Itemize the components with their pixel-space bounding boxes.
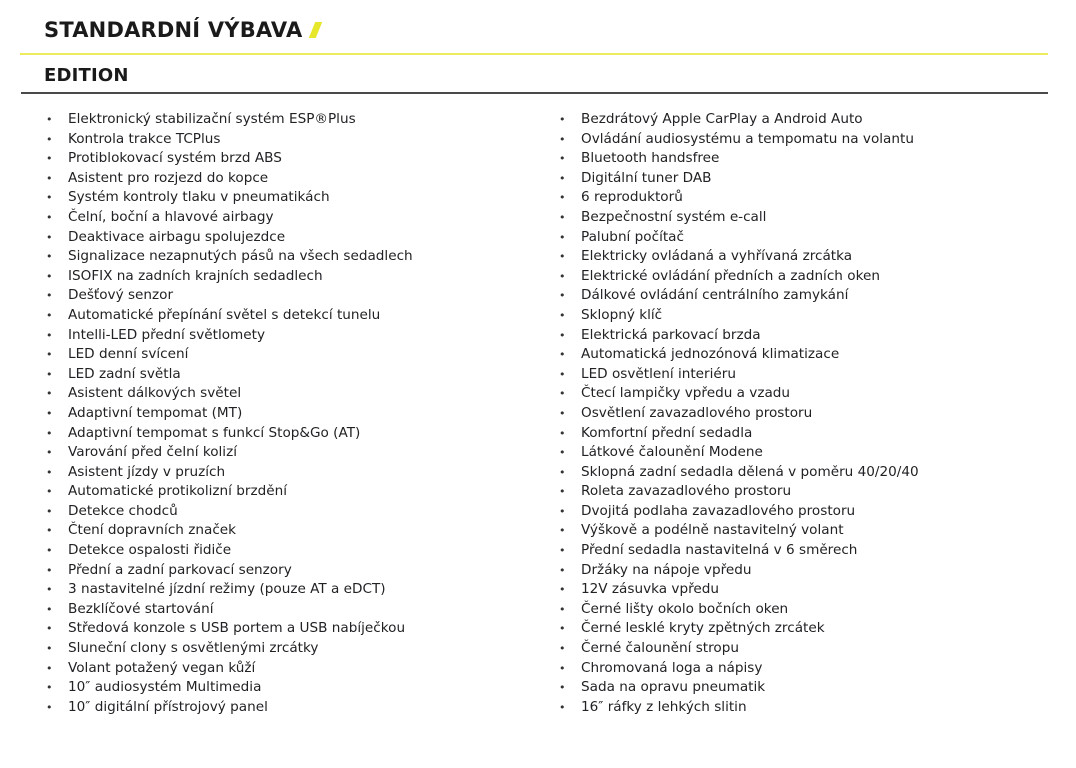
bullet-icon: • — [46, 269, 53, 283]
bullet-icon: • — [559, 583, 566, 597]
list-item — [557, 600, 919, 620]
list-item — [44, 384, 413, 404]
list-item-text: Chromovaná loga a nápisy — [581, 659, 763, 676]
bullet-icon: • — [559, 113, 566, 126]
list-item — [557, 110, 919, 130]
list-item-text: 10″ audiosystém Multimedia — [68, 679, 262, 696]
list-item-text: Automatické přepínání světel s detekcí tunelu — [68, 306, 381, 323]
bullet-icon: • — [46, 544, 53, 558]
section-divider — [21, 92, 1048, 94]
bullet-icon: • — [46, 406, 53, 420]
list-item — [44, 110, 413, 130]
list-item-text: Sklopná zadní sedadla dělená v poměru 40/20/40 — [581, 463, 919, 480]
list-item-text: Dálkové ovládání centrálního zamykání — [581, 287, 849, 304]
bullet-icon: • — [46, 152, 53, 166]
bullet-icon: • — [559, 210, 566, 224]
bullet-icon: • — [46, 661, 53, 675]
list-item — [44, 247, 413, 267]
list-item — [44, 541, 413, 561]
bullet-icon: • — [46, 602, 53, 616]
list-item — [44, 639, 413, 659]
list-item — [557, 286, 919, 306]
section-title: EDITION — [44, 65, 129, 86]
list-item-text: 16″ ráfky z lehkých slitin — [581, 698, 747, 715]
bullet-icon: • — [46, 210, 53, 224]
list-item-text: Komfortní přední sedadla — [581, 424, 753, 441]
list-item-text: Volant potažený vegan kůží — [68, 659, 256, 676]
list-item — [44, 130, 413, 150]
list-item — [557, 698, 919, 718]
list-item-text: Varování před čelní kolizí — [68, 444, 237, 461]
bullet-icon: • — [559, 230, 566, 244]
list-item — [44, 580, 413, 600]
list-item-text: Bezklíčové startování — [68, 600, 214, 617]
list-item-text: Elektronický stabilizační systém ESP®Plus — [68, 111, 356, 127]
list-item-text: Protiblokovací systém brzd ABS — [68, 150, 282, 167]
list-item-text: Kontrola trakce TCPlus — [68, 130, 221, 147]
list-item — [557, 149, 919, 169]
bullet-icon: • — [46, 622, 53, 636]
bullet-icon: • — [46, 171, 53, 185]
list-item-text: Sklopný klíč — [581, 306, 663, 323]
list-item — [44, 345, 413, 365]
bullet-icon: • — [46, 446, 53, 460]
list-item-text: Digitální tuner DAB — [581, 169, 712, 186]
bullet-icon: • — [46, 230, 53, 244]
list-item-text: Bezdrátový Apple CarPlay a Android Auto — [581, 111, 863, 127]
list-item — [557, 384, 919, 404]
bullet-icon: • — [559, 367, 566, 381]
bullet-icon: • — [559, 465, 566, 479]
list-item-text: Čtecí lampičky vpředu a vzadu — [581, 385, 791, 402]
list-item-text: Roleta zavazadlového prostoru — [581, 483, 792, 500]
list-item — [557, 208, 919, 228]
bullet-icon: • — [46, 191, 53, 205]
list-item-text: 3 nastavitelné jízdní režimy (pouze AT a eDCT) — [68, 581, 386, 598]
bullet-icon: • — [46, 700, 53, 714]
list-item-text: Černé lišty okolo bočních oken — [581, 600, 789, 617]
bullet-icon: • — [46, 308, 53, 322]
bullet-icon: • — [46, 681, 53, 695]
list-item-text: ISOFIX na zadních krajních sedadlech — [68, 267, 323, 284]
list-item-text: Elektricky ovládaná a vyhřívaná zrcátka — [581, 248, 853, 265]
list-item — [44, 698, 413, 718]
bullet-icon: • — [559, 191, 566, 205]
bullet-icon: • — [559, 661, 566, 675]
list-item-text: 12V zásuvka vpředu — [581, 581, 719, 598]
bullet-icon: • — [559, 563, 566, 577]
bullet-icon: • — [46, 328, 53, 342]
accent-slash-icon — [309, 22, 322, 38]
list-item-text: Elektrická parkovací brzda — [581, 326, 761, 343]
list-item — [557, 521, 919, 541]
bullet-icon: • — [559, 426, 566, 440]
list-item-text: Signalizace nezapnutých pásů na všech sedadlech — [68, 248, 413, 265]
list-item — [557, 482, 919, 502]
bullet-icon: • — [559, 642, 566, 656]
list-item — [44, 619, 413, 639]
bullet-icon: • — [46, 250, 53, 264]
list-item — [557, 326, 919, 346]
bullet-icon: • — [559, 269, 566, 283]
list-item — [557, 267, 919, 287]
list-item — [44, 286, 413, 306]
list-item-text: Elektrické ovládání předních a zadních oken — [581, 267, 880, 284]
list-item — [44, 463, 413, 483]
list-item-text: LED zadní světla — [68, 365, 181, 382]
bullet-icon: • — [46, 113, 53, 126]
bullet-icon: • — [46, 642, 53, 656]
bullet-icon: • — [46, 367, 53, 381]
bullet-icon: • — [559, 681, 566, 695]
list-item-text: Čelní, boční a hlavové airbagy — [68, 208, 274, 225]
list-item-text: Ovládání audiosystému a tempomatu na volantu — [581, 130, 914, 147]
bullet-icon: • — [559, 250, 566, 264]
list-item — [557, 619, 919, 639]
list-item-text: Systém kontroly tlaku v pneumatikách — [68, 189, 330, 206]
list-item-text: Přední sedadla nastavitelná v 6 směrech — [581, 542, 858, 559]
list-item-text: Černé čalounění stropu — [581, 640, 739, 657]
list-item — [557, 169, 919, 189]
feature-list-right — [557, 110, 919, 717]
list-item-text: Výškově a podélně nastavitelný volant — [581, 522, 844, 539]
list-item — [557, 345, 919, 365]
bullet-icon: • — [46, 387, 53, 401]
list-item — [557, 228, 919, 248]
list-item-text: Černé lesklé kryty zpětných zrcátek — [581, 620, 825, 637]
bullet-icon: • — [559, 132, 566, 146]
list-item-text: Látkové čalounění Modene — [581, 444, 763, 461]
list-item — [557, 365, 919, 385]
list-item — [44, 482, 413, 502]
list-item-text: LED denní svícení — [68, 346, 189, 363]
feature-list-left — [44, 110, 413, 717]
list-item-text: Automatické protikolizní brzdění — [68, 483, 287, 500]
list-item-text: Detekce chodců — [68, 502, 178, 519]
bullet-icon: • — [559, 308, 566, 322]
bullet-icon: • — [559, 387, 566, 401]
list-item — [557, 678, 919, 698]
list-item — [557, 443, 919, 463]
list-item-text: Dvojitá podlaha zavazadlového prostoru — [581, 502, 856, 519]
bullet-icon: • — [46, 524, 53, 538]
bullet-icon: • — [559, 152, 566, 166]
list-item — [44, 404, 413, 424]
list-item — [557, 404, 919, 424]
bullet-icon: • — [559, 700, 566, 714]
bullet-icon: • — [559, 524, 566, 538]
list-item-text: Dešťový senzor — [68, 287, 174, 304]
list-item — [557, 247, 919, 267]
bullet-icon: • — [559, 446, 566, 460]
list-item-text: 6 reproduktorů — [581, 189, 683, 206]
list-item — [557, 424, 919, 444]
bullet-icon: • — [46, 504, 53, 518]
bullet-icon: • — [46, 563, 53, 577]
list-item-text: Asistent jízdy v pruzích — [68, 463, 226, 480]
list-item — [557, 130, 919, 150]
bullet-icon: • — [559, 544, 566, 558]
list-item-text: Intelli-LED přední světlomety — [68, 326, 266, 343]
bullet-icon: • — [46, 348, 53, 362]
bullet-icon: • — [46, 289, 53, 303]
title-divider — [20, 53, 1048, 55]
list-item — [44, 659, 413, 679]
list-item — [557, 659, 919, 679]
list-item-text: Palubní počítač — [581, 228, 684, 245]
list-item — [44, 326, 413, 346]
list-item-text: Automatická jednozónová klimatizace — [581, 346, 840, 363]
bullet-icon: • — [559, 602, 566, 616]
list-item-text: Osvětlení zavazadlového prostoru — [581, 404, 813, 421]
bullet-icon: • — [46, 426, 53, 440]
bullet-icon: • — [46, 132, 53, 146]
list-item — [557, 580, 919, 600]
list-item — [557, 188, 919, 208]
list-item-text: Sluneční clony s osvětlenými zrcátky — [68, 640, 319, 657]
list-item — [44, 306, 413, 326]
list-item-text: Čtení dopravních značek — [68, 522, 237, 539]
list-item — [44, 149, 413, 169]
list-item — [557, 463, 919, 483]
list-item-text: Asistent pro rozjezd do kopce — [68, 169, 269, 186]
bullet-icon: • — [559, 289, 566, 303]
bullet-icon: • — [46, 465, 53, 479]
list-item-text: Bluetooth handsfree — [581, 150, 720, 167]
list-item — [44, 502, 413, 522]
bullet-icon: • — [559, 348, 566, 362]
list-item-text: Středová konzole s USB portem a USB nabíječkou — [68, 620, 406, 637]
list-item — [557, 561, 919, 581]
list-item — [44, 443, 413, 463]
bullet-icon: • — [46, 485, 53, 499]
list-item — [557, 502, 919, 522]
list-item-text: Přední a zadní parkovací senzory — [68, 561, 292, 578]
list-item — [44, 521, 413, 541]
list-item-text: 10″ digitální přístrojový panel — [68, 698, 268, 715]
list-item-text: LED osvětlení interiéru — [581, 365, 736, 382]
list-item — [44, 561, 413, 581]
list-item-text: Sada na opravu pneumatik — [581, 679, 766, 696]
list-item — [44, 678, 413, 698]
list-item — [557, 306, 919, 326]
page-title — [44, 18, 319, 42]
list-item — [44, 365, 413, 385]
list-item — [44, 600, 413, 620]
list-item-text: Držáky na nápoje vpředu — [581, 561, 752, 578]
bullet-icon: • — [559, 485, 566, 499]
list-item-text: Bezpečnostní systém e-call — [581, 208, 767, 225]
bullet-icon: • — [559, 406, 566, 420]
list-item-text: Asistent dálkových světel — [68, 385, 242, 402]
list-item — [44, 188, 413, 208]
bullet-icon: • — [559, 328, 566, 342]
list-item — [44, 267, 413, 287]
list-item-text: Detekce ospalosti řidiče — [68, 542, 232, 559]
list-item — [44, 169, 413, 189]
bullet-icon: • — [559, 504, 566, 518]
list-item-text: Adaptivní tempomat s funkcí Stop&Go (AT) — [68, 424, 361, 441]
list-item — [557, 541, 919, 561]
bullet-icon: • — [46, 583, 53, 597]
list-item-text: Adaptivní tempomat (MT) — [68, 404, 243, 421]
bullet-icon: • — [559, 171, 566, 185]
bullet-icon: • — [559, 622, 566, 636]
list-item — [44, 424, 413, 444]
list-item-text: Deaktivace airbagu spolujezdce — [68, 228, 286, 245]
list-item — [44, 208, 413, 228]
list-item — [44, 228, 413, 248]
list-item — [557, 639, 919, 659]
page-title-text: STANDARDNÍ VÝBAVA — [44, 18, 303, 42]
